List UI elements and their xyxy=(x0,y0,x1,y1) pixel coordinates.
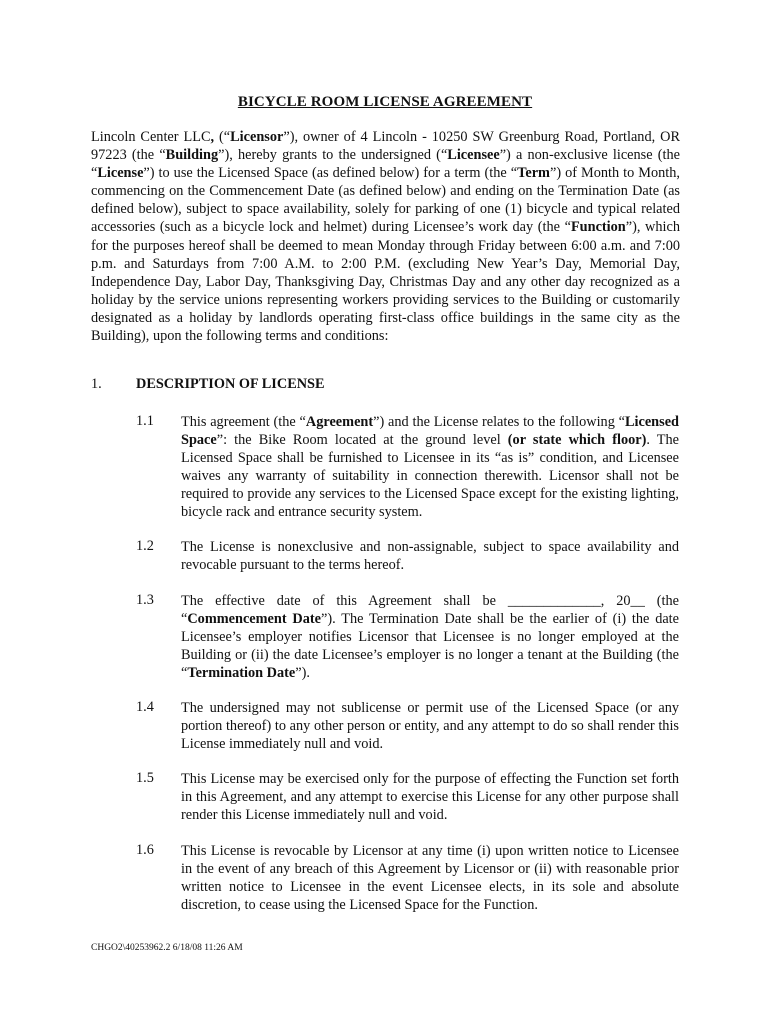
bold-term: Agreement xyxy=(305,414,374,430)
text-run: This agreement (the “ xyxy=(181,414,306,430)
text-run: ”) and the License relates to the following “ xyxy=(373,414,625,430)
bold-term: Licensor xyxy=(230,129,284,145)
bold-term: Termination Date xyxy=(187,665,296,682)
clause-text xyxy=(181,699,679,753)
bold-term: Building xyxy=(165,147,219,164)
clause-number: 1.3 xyxy=(136,592,154,608)
clause-number: 1.1 xyxy=(136,413,154,429)
text-run: ”), owner of 4 Lincoln - 10250 SW Greenburg Road, Portland, OR 97223 (the “ xyxy=(91,129,680,164)
bold-term: Commencement Date xyxy=(187,611,321,628)
intro-paragraph xyxy=(91,128,680,345)
bold-term: Function xyxy=(570,219,626,236)
document-title: BICYCLE ROOM LICENSE AGREEMENT xyxy=(237,94,533,110)
text-run: This License may be exercised only for the purpose of effecting the Function set forth in this Agreement, and any attempt to exercise this License for any other purpose shall render this License immediately null and void. xyxy=(181,771,679,824)
text-run: ”) to use the Licensed Space (as defined below) for a term (the “ xyxy=(143,165,518,182)
clause-text xyxy=(181,592,679,682)
text-run: ”), which for the purposes hereof shall be deemed to mean Monday through Friday between 6:00 a.m. and 7:00 p.m. and Saturdays from 7:00 A.M. to 2:00 P.M. (excluding New Year’s Day, Memorial Day, Independence Day, Labor Day, Thanksgiving Day, Christmas Day and any other day recognized as a holiday by the service unions representing workers providing services to the Building or customarily designated as a holiday by landlords operating first-class office buildings in the same city as the Building), upon the following terms and conditions: xyxy=(91,219,680,345)
text-run: ”) of Month to Month, commencing on the Commencement Date (as defined below) and ending on the Termination Date (as defined below), subject to space availability, solely for parking of one (1) bicycle and typical related accessories (such as a bicycle lock and helmet) during Licensee’s work day (the “ xyxy=(91,165,680,236)
text-run: ”). xyxy=(295,665,310,682)
clause-number: 1.6 xyxy=(136,842,154,858)
clause-text xyxy=(181,413,679,522)
text-run: The undersigned may not sublicense or permit use of the Licensed Space (or any portion thereof) to any other person or entity, and any attempt to do so shall render this License immediately null and void. xyxy=(181,700,679,753)
clause-text xyxy=(181,842,679,914)
section-title: DESCRIPTION OF LICENSE xyxy=(136,376,325,392)
bold-term: , xyxy=(210,129,220,145)
clause-number: 1.4 xyxy=(136,699,154,715)
document-footer-id: CHGO2\40253962.2 6/18/08 11:26 AM xyxy=(91,943,243,953)
bold-term: Term xyxy=(517,165,550,182)
text-run: This License is revocable by Licensor at any time (i) upon written notice to Licensee in the event of any breach of this Agreement by Licensor or (ii) with reasonable prior written notice to Licensee in the event Licensee elects, in its sole and absolute discretion, to cease using the Licensed Space for the Function. xyxy=(181,843,679,914)
clause-number: 1.5 xyxy=(136,770,154,786)
section-number: 1. xyxy=(91,376,102,392)
text-run: Lincoln Center LLC xyxy=(91,129,211,145)
text-run: ”). The Termination Date shall be the earlier of (i) the date Licensee’s employer notifies Licensor that Licensee is no longer employed at the Building or (ii) the date Licensee’s employer is no longer a tenant at the Building (the “ xyxy=(181,611,680,682)
bold-term: License xyxy=(97,165,144,182)
text-run: The License is nonexclusive and non-assignable, subject to space availability and revocable pursuant to the terms hereof. xyxy=(181,539,679,574)
clause-number: 1.2 xyxy=(136,538,154,554)
bold-term: Licensed Space xyxy=(181,414,679,449)
bold-term: Licensee xyxy=(447,147,500,164)
text-run: ”: the Bike Room located at the ground level xyxy=(216,432,508,449)
text-run: ”), hereby grants to the undersigned (“ xyxy=(218,147,448,164)
bold-term: (or state which floor) xyxy=(507,432,647,449)
text-run: (“ xyxy=(219,129,231,145)
text-run: The effective date of this Agreement shall be _____________, 20__ (the “ xyxy=(181,593,679,628)
text-run: ”) a non-exclusive license (the “ xyxy=(91,147,680,182)
clause-text xyxy=(181,538,679,574)
text-run: . The Licensed Space shall be furnished to Licensee in its “as is” condition, and Licensee waives any warranty of suitability in connection therewith. Licensor shall not be required to provide any services to the Licensed Space except for the existing lighting, bicycle rack and entrance security system. xyxy=(181,432,680,521)
clause-text xyxy=(181,770,679,824)
